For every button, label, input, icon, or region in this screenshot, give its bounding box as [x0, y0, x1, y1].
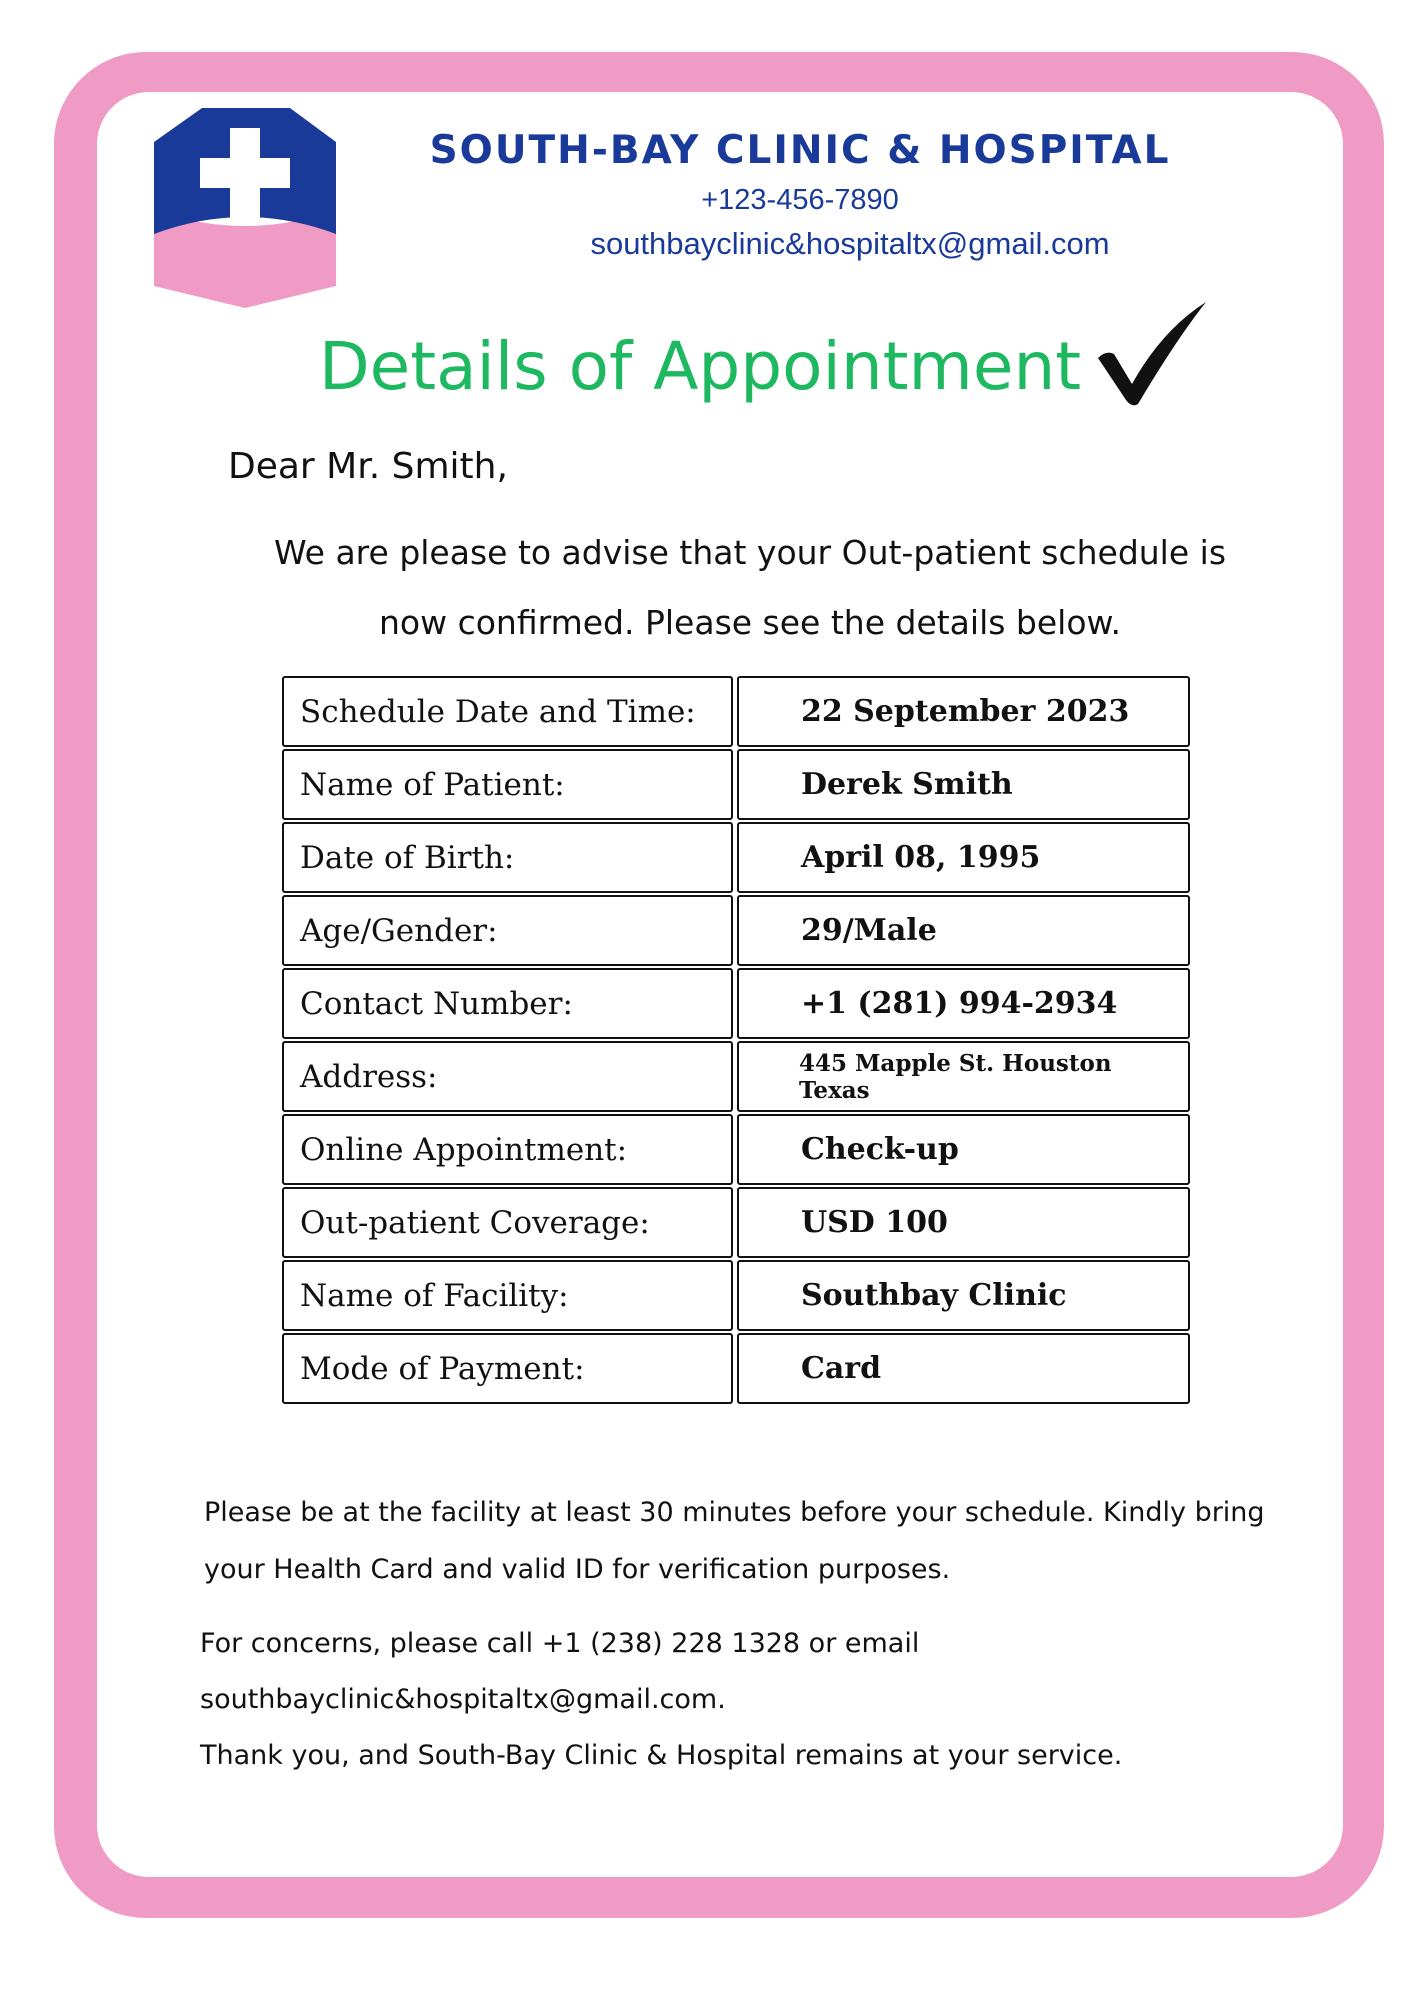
table-row	[282, 822, 1190, 895]
row-label: Mode of Payment:	[282, 1333, 733, 1404]
closing-line: Thank you, and South-Bay Clinic & Hospital remains at your service.	[200, 1740, 1123, 1771]
row-value: +1 (281) 994-2934	[737, 968, 1190, 1039]
table-row	[282, 1041, 1190, 1114]
appointment-details-table	[282, 676, 1190, 1406]
greeting: Dear Mr. Smith,	[228, 446, 508, 487]
table-row	[282, 895, 1190, 968]
row-label: Name of Facility:	[282, 1260, 733, 1331]
intro-line: now confirmed. Please see the details below.	[379, 603, 1121, 642]
contact-line: For concerns, please call +1 (238) 228 1328 or email	[200, 1628, 920, 1659]
row-value: USD 100	[737, 1187, 1190, 1258]
document-title: Details of Appointment	[318, 328, 1082, 405]
row-label: Online Appointment:	[282, 1114, 733, 1185]
table-row	[282, 1187, 1190, 1260]
row-value: Check-up	[737, 1114, 1190, 1185]
row-value: Card	[737, 1333, 1190, 1404]
medical-cross-shield-icon	[150, 102, 340, 312]
row-value: April 08, 1995	[737, 822, 1190, 893]
row-label: Address:	[282, 1041, 733, 1112]
row-label: Date of Birth:	[282, 822, 733, 893]
row-value: Southbay Clinic	[737, 1260, 1190, 1331]
table-row	[282, 1333, 1190, 1406]
row-value: 29/Male	[737, 895, 1190, 966]
intro-line: We are please to advise that your Out-patient schedule is	[273, 533, 1227, 572]
table-row	[282, 1260, 1190, 1333]
row-label: Out-patient Coverage:	[282, 1187, 733, 1258]
clinic-email: southbayclinic&hospitaltx@gmail.com	[590, 226, 1110, 261]
contact-info	[200, 1616, 1300, 1784]
notice-line: your Health Card and valid ID for verification purposes.	[204, 1554, 951, 1585]
table-row	[282, 1114, 1190, 1187]
contact-email: southbayclinic&hospitaltx@gmail.com.	[200, 1684, 726, 1715]
clinic-name: SOUTH-BAY CLINIC & HOSPITAL	[429, 128, 1171, 173]
row-value: Derek Smith	[737, 749, 1190, 820]
table-row	[282, 676, 1190, 749]
row-value: 445 Mapple St. Houston Texas	[737, 1041, 1190, 1112]
clinic-phone: +123-456-7890	[701, 184, 899, 216]
row-label: Contact Number:	[282, 968, 733, 1039]
checkmark-icon	[1092, 300, 1212, 410]
table-row	[282, 968, 1190, 1041]
row-label: Name of Patient:	[282, 749, 733, 820]
row-label: Schedule Date and Time:	[282, 676, 733, 747]
row-value: 22 September 2023	[737, 676, 1190, 747]
table-row	[282, 749, 1190, 822]
notice-line: Please be at the facility at least 30 minutes before your schedule. Kindly bring	[204, 1497, 1265, 1528]
intro-paragraph	[240, 518, 1260, 658]
row-label: Age/Gender:	[282, 895, 733, 966]
arrival-notice	[204, 1484, 1304, 1598]
